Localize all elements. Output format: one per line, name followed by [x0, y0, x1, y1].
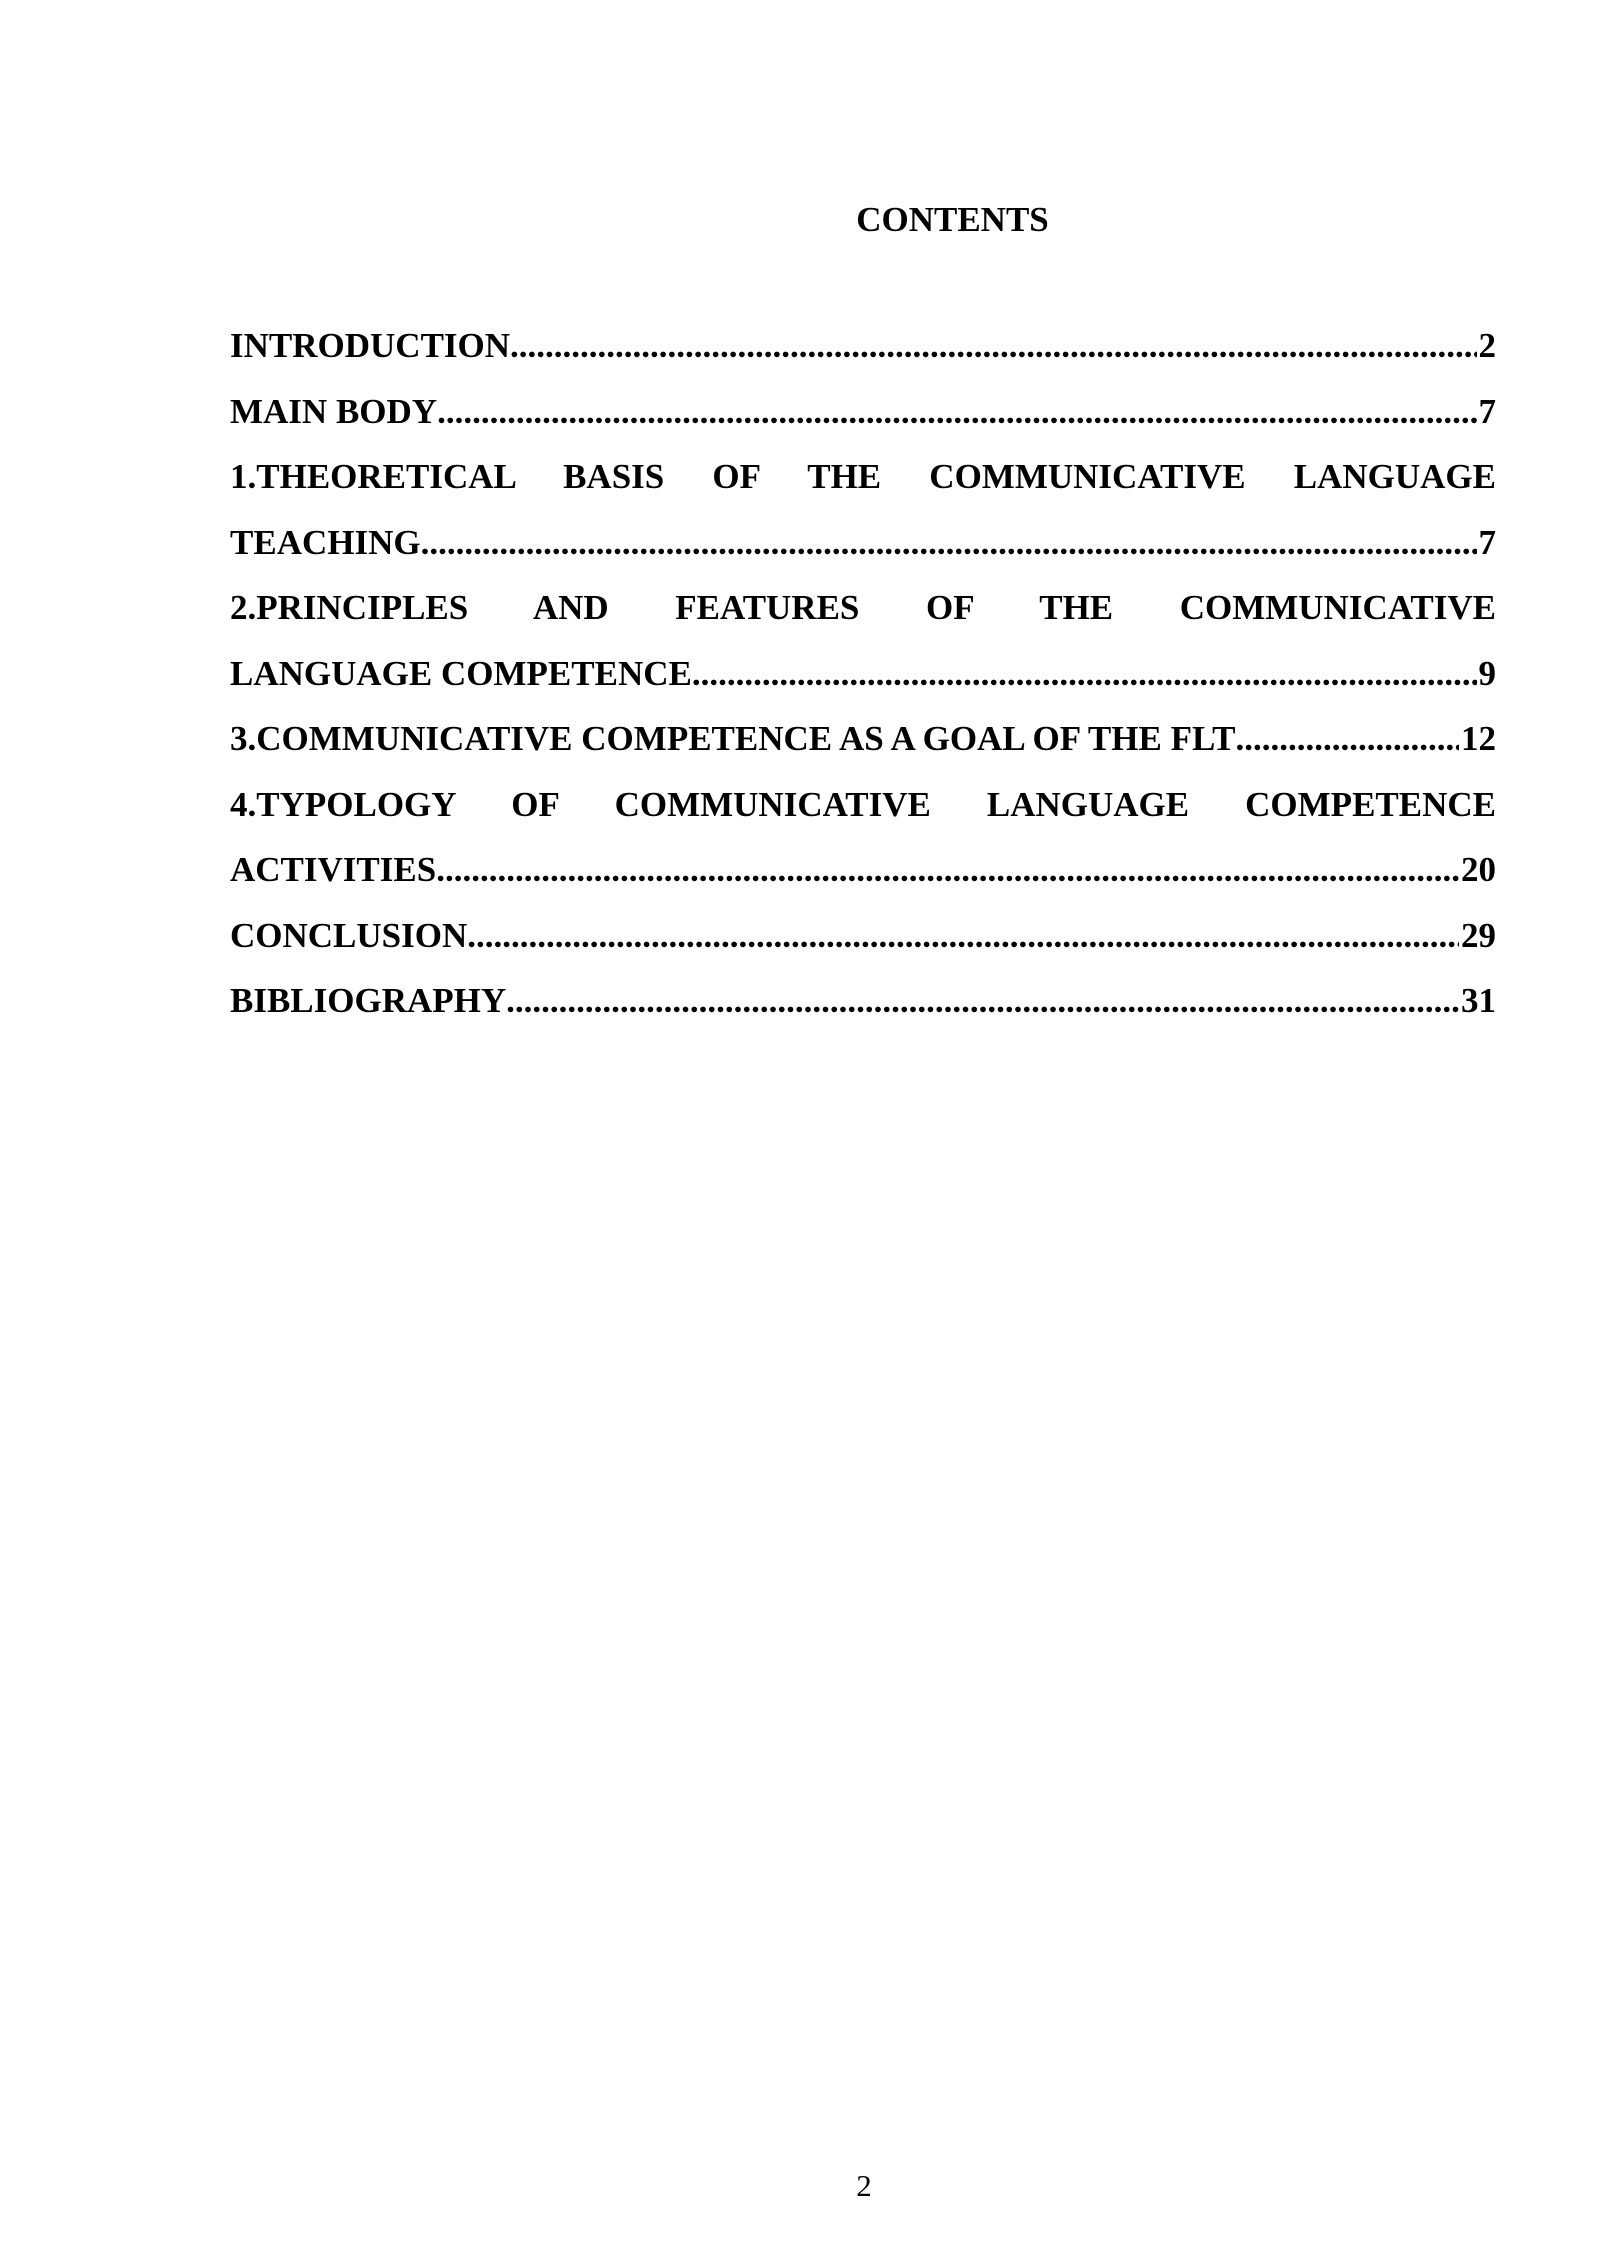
toc-entry-communicative-competence [230, 706, 1496, 772]
toc-entry-main-body [230, 379, 1496, 445]
toc-entry-bibliography [230, 968, 1496, 1034]
toc-entry-typology-line2 [230, 837, 1496, 903]
dot-leader [510, 313, 1476, 379]
toc-entry-title: MAIN BODY [230, 391, 438, 431]
dot-leader [467, 903, 1459, 969]
dot-leader [421, 510, 1477, 576]
toc-page-number: 20 [1461, 850, 1496, 889]
toc-page-number: 7 [1478, 391, 1496, 431]
dot-leader [437, 379, 1476, 445]
toc-entry-principles-line2 [230, 641, 1496, 707]
toc-page-number: 9 [1478, 653, 1496, 693]
toc-entry-title: LANGUAGE COMPETENCE [230, 653, 692, 693]
page-title: CONTENTS [856, 200, 1049, 239]
toc-entry-theoretical-basis-line1: 1.THEORETICAL BASIS OF THE COMMUNICATIVE LANGUAGE [230, 457, 1496, 496]
dot-leader [506, 968, 1459, 1034]
toc-entry-title: BIBLIOGRAPHY [230, 981, 507, 1020]
toc-entry-theoretical-basis-line2 [230, 510, 1496, 576]
toc-entry-title: CONCLUSION [230, 915, 468, 955]
page-number: 2 [856, 2168, 872, 2203]
toc-entry-title: INTRODUCTION [230, 326, 511, 365]
toc-entry-title: 3.COMMUNICATIVE COMPETENCE AS A GOAL OF THE FLT [230, 719, 1236, 758]
toc-page-number: 12 [1461, 719, 1496, 758]
dot-leader [436, 837, 1459, 903]
toc-page-number: 7 [1478, 522, 1496, 562]
toc-page-number: 31 [1461, 981, 1496, 1020]
dot-leader [692, 641, 1477, 707]
toc-entry-introduction [230, 313, 1496, 379]
toc-entry-conclusion [230, 903, 1496, 969]
toc-page-number: 29 [1461, 915, 1496, 955]
toc-page-number: 2 [1478, 326, 1496, 365]
toc-entry-title: ACTIVITIES [230, 850, 437, 889]
table-of-contents [230, 313, 1496, 1034]
toc-entry-title: TEACHING [230, 522, 421, 562]
toc-entry-principles-line1: 2.PRINCIPLES AND FEATURES OF THE COMMUNICATIVE [230, 588, 1496, 627]
toc-entry-typology-line1: 4.TYPOLOGY OF COMMUNICATIVE LANGUAGE COMPETENCE [230, 784, 1496, 824]
dot-leader [1235, 706, 1459, 772]
